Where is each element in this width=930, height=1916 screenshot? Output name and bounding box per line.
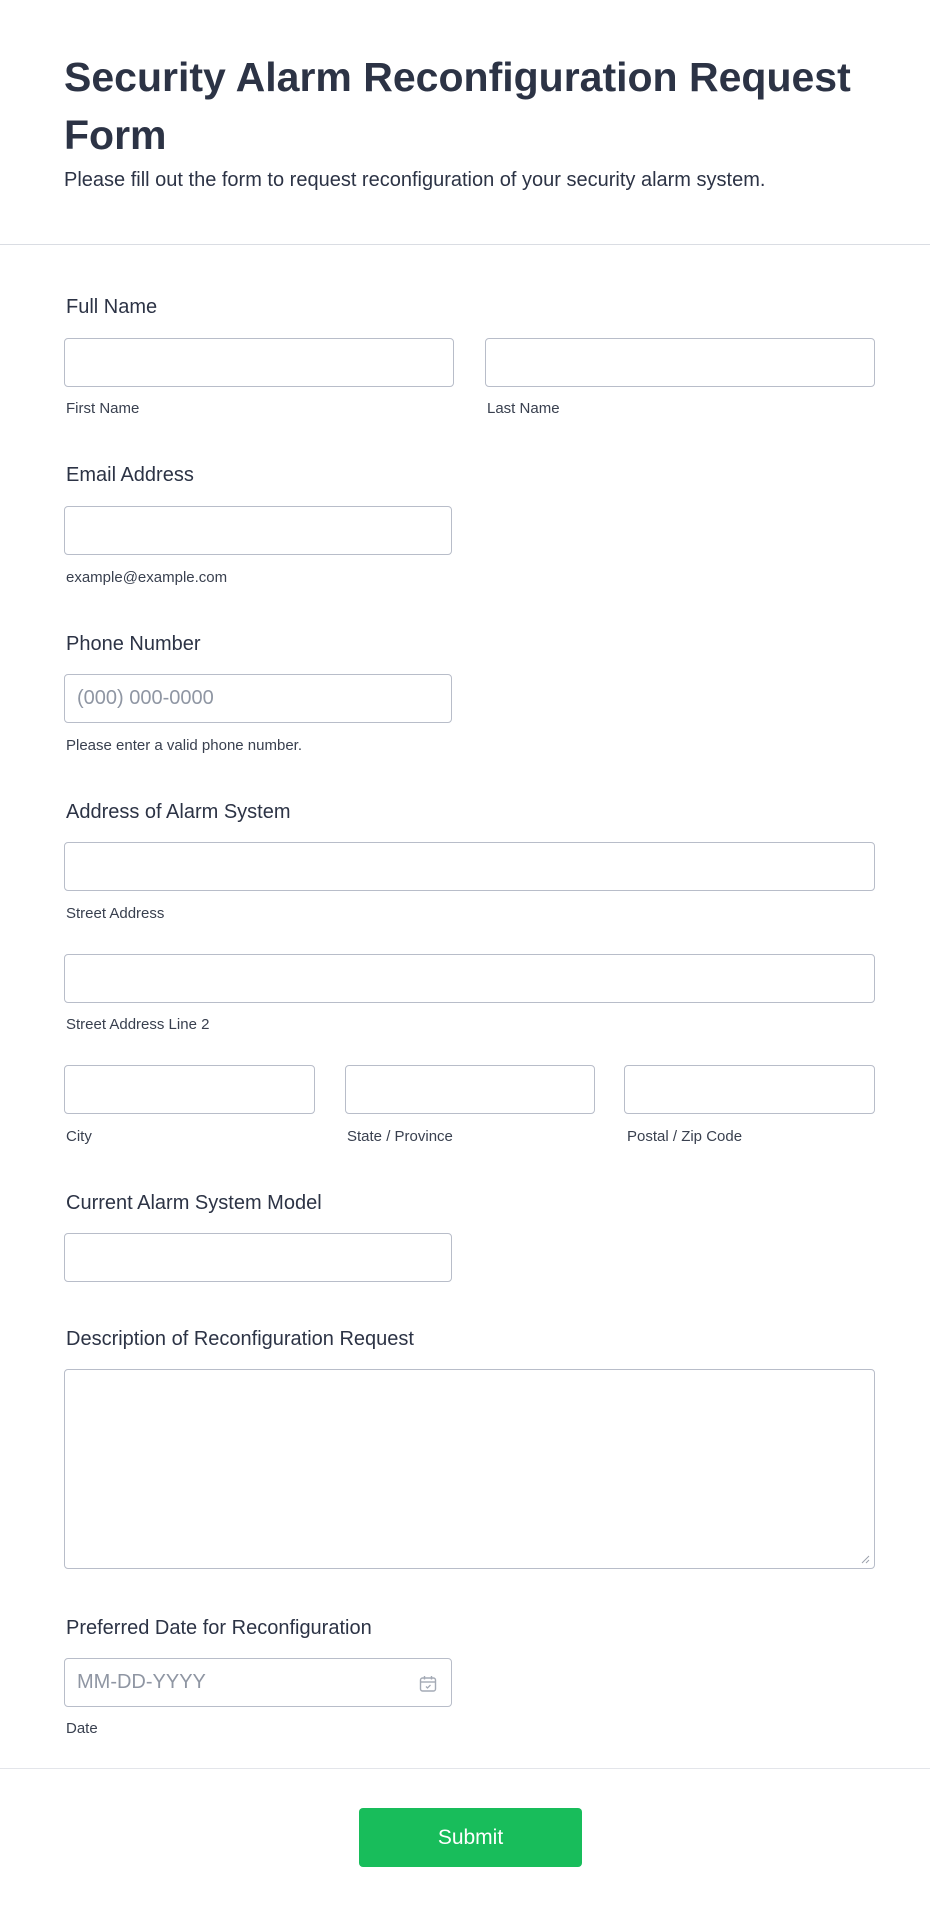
city-input[interactable] bbox=[65, 1066, 314, 1113]
phone-input[interactable] bbox=[65, 675, 451, 722]
phone-sublabel: Please enter a valid phone number. bbox=[66, 737, 302, 754]
last-name-sublabel: Last Name bbox=[487, 400, 560, 417]
model-input[interactable] bbox=[65, 1234, 451, 1281]
address-label: Address of Alarm System bbox=[66, 801, 291, 823]
submit-button[interactable]: Submit bbox=[359, 1808, 582, 1867]
full-name-label: Full Name bbox=[66, 296, 158, 318]
last-name-input[interactable] bbox=[486, 339, 874, 386]
street-address-sublabel: Street Address bbox=[66, 905, 165, 922]
first-name-field[interactable] bbox=[64, 338, 454, 387]
calendar-icon[interactable] bbox=[418, 1674, 438, 1694]
form-header bbox=[0, 0, 930, 245]
resize-grip-icon[interactable] bbox=[860, 1554, 870, 1564]
first-name-input[interactable] bbox=[65, 339, 453, 386]
zip-field[interactable] bbox=[624, 1065, 875, 1114]
state-field[interactable] bbox=[345, 1065, 595, 1114]
street-address-line2-sublabel: Street Address Line 2 bbox=[66, 1016, 210, 1033]
form-footer bbox=[0, 1768, 930, 1916]
phone-field[interactable] bbox=[64, 674, 452, 723]
street-address-field[interactable] bbox=[64, 842, 875, 891]
date-input[interactable] bbox=[65, 1659, 451, 1706]
date-sublabel: Date bbox=[66, 1720, 98, 1737]
street-address-input[interactable] bbox=[65, 843, 874, 890]
zip-input[interactable] bbox=[625, 1066, 874, 1113]
city-sublabel: City bbox=[66, 1128, 92, 1145]
phone-label: Phone Number bbox=[66, 633, 201, 655]
last-name-field[interactable] bbox=[485, 338, 875, 387]
email-label: Email Address bbox=[66, 464, 194, 486]
state-sublabel: State / Province bbox=[347, 1128, 453, 1145]
street-address-line2-field[interactable] bbox=[64, 954, 875, 1003]
email-input[interactable] bbox=[65, 507, 451, 554]
description-label: Description of Reconfiguration Request bbox=[66, 1328, 414, 1350]
zip-sublabel: Postal / Zip Code bbox=[627, 1128, 743, 1145]
state-input[interactable] bbox=[346, 1066, 594, 1113]
page-title: Security Alarm Reconfiguration Request Form bbox=[64, 54, 851, 158]
city-field[interactable] bbox=[64, 1065, 315, 1114]
email-sublabel: example@example.com bbox=[66, 569, 228, 586]
description-field[interactable] bbox=[64, 1369, 875, 1569]
date-label: Preferred Date for Reconfiguration bbox=[66, 1617, 372, 1639]
description-textarea[interactable] bbox=[65, 1370, 874, 1568]
first-name-sublabel: First Name bbox=[66, 400, 140, 417]
model-label: Current Alarm System Model bbox=[66, 1192, 322, 1214]
date-field[interactable] bbox=[64, 1658, 452, 1707]
page-subtitle: Please fill out the form to request reconfiguration of your security alarm system. bbox=[64, 169, 766, 191]
street-address-line2-input[interactable] bbox=[65, 955, 874, 1002]
model-field[interactable] bbox=[64, 1233, 452, 1282]
email-field[interactable] bbox=[64, 506, 452, 555]
